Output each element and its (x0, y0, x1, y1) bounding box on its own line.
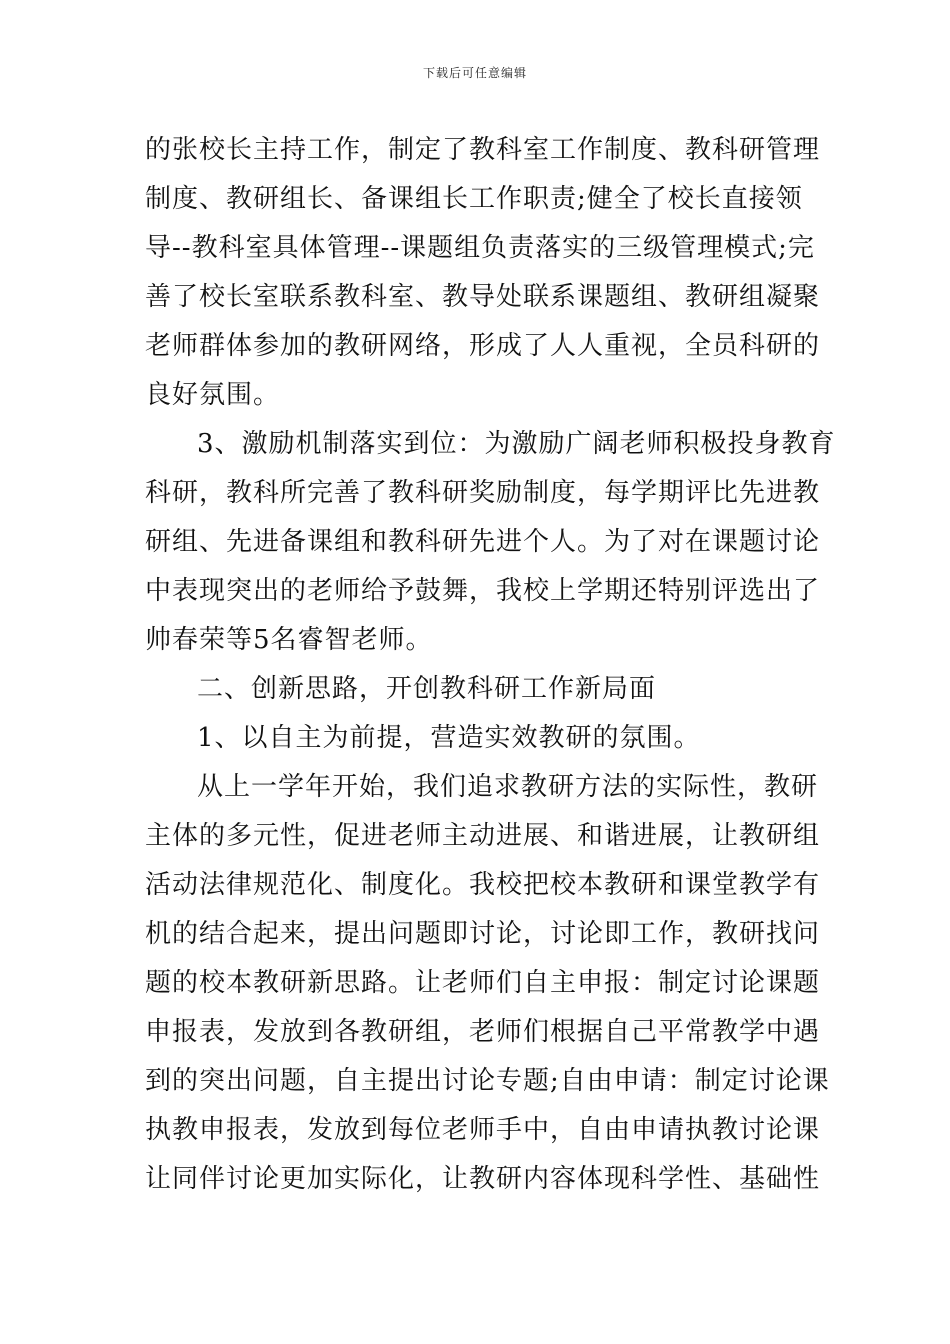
paragraph-line: 活动法律规范化、制度化。我校把校本教研和课堂教学有 (145, 870, 821, 900)
paragraph-line: 科研，教科所完善了教科研奖励制度，每学期评比先进教 (145, 478, 821, 508)
section-heading: 二、创新思路，开创教科研工作新局面 (197, 674, 657, 704)
paragraph-line: 导--教科室具体管理--课题组负责落实的三级管理模式;完 (145, 233, 815, 263)
paragraph-line: 老师群体参加的教研网络，形成了人人重视，全员科研的 (145, 331, 821, 361)
paragraph-line: 让同伴讨论更加实际化，让教研内容体现科学性、基础性 (145, 1164, 821, 1194)
paragraph-line: 从上一学年开始，我们追求教研方法的实际性，教研 (197, 772, 819, 802)
paragraph-line: 良好氛围。 (145, 380, 281, 410)
paragraph-line: 机的结合起来，提出问题即讨论，讨论即工作，教研找问 (145, 919, 821, 949)
paragraph-line: 到的突出问题，自主提出讨论专题;自由申请：制定讨论课 (145, 1066, 830, 1096)
paragraph-line: 执教申报表，发放到每位老师手中，自由申请执教讨论课 (145, 1115, 821, 1145)
paragraph-line: 制度、教研组长、备课组长工作职责;健全了校长直接领 (145, 184, 803, 214)
document-body (145, 126, 836, 1204)
paragraph-line: 3、激励机制落实到位：为激励广阔老师积极投身教育 (197, 429, 836, 459)
paragraph-line: 题的校本教研新思路。让老师们自主申报：制定讨论课题 (145, 968, 821, 998)
page-header-note: 下载后可任意编辑 (422, 66, 527, 80)
paragraph-line: 主体的多元性，促进老师主动进展、和谐进展，让教研组 (145, 821, 821, 851)
paragraph-line: 的张校长主持工作，制定了教科室工作制度、教科研管理 (145, 135, 821, 165)
paragraph-line: 善了校长室联系教科室、教导处联系课题组、教研组凝聚 (145, 282, 821, 312)
paragraph-line: 中表现突出的老师给予鼓舞，我校上学期还特别评选出了 (145, 576, 821, 606)
paragraph-line: 研组、先进备课组和教科研先进个人。为了对在课题讨论 (145, 527, 821, 557)
subsection-heading: 1、以自主为前提，营造实效教研的氛围。 (197, 723, 701, 753)
paragraph-line: 帅春荣等5名睿智老师。 (145, 625, 433, 655)
paragraph-line: 申报表，发放到各教研组，老师们根据自己平常教学中遇 (145, 1017, 821, 1047)
